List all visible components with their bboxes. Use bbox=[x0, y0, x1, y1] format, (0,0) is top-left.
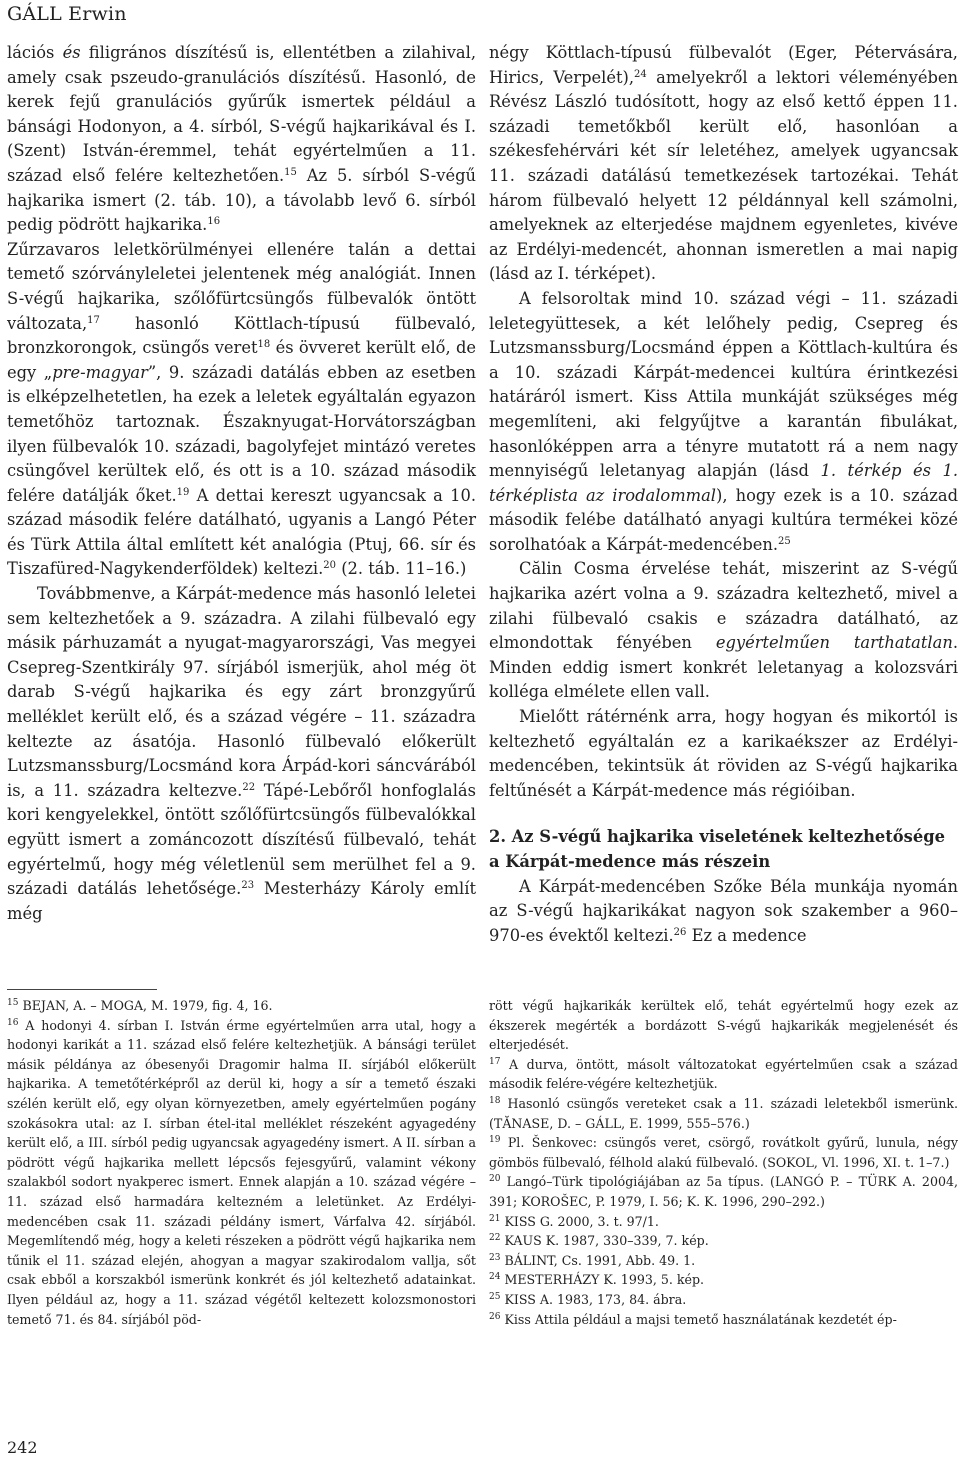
footnote: $^{22}$ KAUS K. 1987, 330–339, 7. kép. bbox=[489, 1233, 709, 1249]
body-paragraph: négy Köttlach-típusú fülbevalót (Eger, Pétervására, Hirics, Verpelét),$^{24}$ amelyekről a lektori véleményében Révész László tudósított, hogy az első kettő éppen 11. századi temetőkből került elő, hasonlóan a székesfehérvári két sír leletéhez, amelyek ugyancsak 11. századi datálású temetkezések tartozékai. Tehát három fülbevaló helyett 12 példánnyal kell számolni, amelyeknek az elterjedése majdnem egyenletes, kivéve az Erdélyi-medencét, ahonnan ismeretlen a mai napig (lásd az I. térképet). bbox=[489, 43, 958, 284]
footnote: $^{21}$ KISS G. 2000, 3. t. 97/1. bbox=[489, 1213, 659, 1229]
footnotes-right bbox=[489, 996, 958, 1329]
running-head: GÁLL Erwin bbox=[7, 3, 127, 25]
footnote: $^{24}$ MESTERHÁZY K. 1993, 5. kép. bbox=[489, 1272, 705, 1288]
body-paragraph: Călin Cosma érvelése tehát, miszerint az S-végű hajkarika azért volna a 9. századra keltezhető, mivel a zilahi fülbevaló csakis e századra datálható, az elmondottak fényében egyértelműen tarthatatlan. Minden eddig ismert konkrét leletanyag a kolozsvári kolléga elmélete ellen vall. bbox=[489, 559, 958, 702]
body-paragraph: Mielőtt rátérnénk arra, hogy hogyan és mikortól is keltezhető egyáltalán ez a karikaékszer az Erdélyi-medencében, tekintsük át röviden az S-végű hajkarika feltűnését a Kárpát-medence más régióiban. bbox=[489, 707, 958, 800]
footnote: $^{19}$ Pl. Šenkovec: csüngős veret, csörgő, rovátkolt gyűrű, lunula, négy gömbös fülbevaló, félhold alakú fülbevaló. (SOKOL, Vl. 1996, XI. t. 1–7.) bbox=[489, 1135, 958, 1170]
footnote: $^{17}$ A durva, öntött, másolt változatokat egyértelműen csak a század második felére-végére keltezhetjük. bbox=[489, 1056, 958, 1092]
footnote: $^{16}$ A hodonyi 4. sírban I. István érme egyértelműen arra utal, hogy a hodonyi karikát a 11. század első felére keltezhetjük. A bánsági terület másik példánya az óbesenyői Dragomir halma II. sírjából előkerült hajkarika. A temetőtérképről az derül ki, hogy a sír a temető északi szélén került elő, egy olyan környezetben, amely egyértelműen pogány szokásokra utal: az I. sírban étel-ital melléklet részeként agyagedény került elő, a III. sírból pedig ugyancsak agyagedény ismert. A II. sírban a pödrött végű hajkarika mellett lépcsős fejesgyűrű, valamint vékony szalakból sodort nyakperec ismert. Ennek alapján a 10. század végére – 11. század első harmadára keltezném a leletünket. Az Erdélyi-medencében csak 11. századi példány ismert, Várfalva 42. sírjából. Megemlítendő még, hogy a keleti részeken a pödrött végű hajkarika nem tűnik el 11. század elején, ahogyan a magyar szakirodalom vallja, sőt csak ebből a korszakból ismerünk konkrét és jól keltezhető adatainkat. Ilyen például az, hogy a 11. század végétől keltezett kolozsmonostori temető 71. és 84. sírjából pöd- bbox=[7, 1017, 476, 1327]
body-paragraph: Továbbmenve, a Kárpát-medence más hasonló leletei sem keltezhetőek a 9. századra. A zilahi fülbevaló egy másik párhuzamát a nyugat-magyarországi, Vas megyei Csepreg-Szentkirály 97. sírjából ismerjük, ahol még öt darab S-végű hajkarika és egy zárt bronzgyűrű melléklet került elő, és a század végére – 11. századra keltezte az ásatója. Hasonló fülbevaló előkerült Lutzsmanssburg/Locsmánd kora Árpád-kori sáncvárából is, a 11. századra keltezve.$^{22}$ Tápé-Lebőről honfoglalás kori kengyelekkel, öntött szőlőfürtcsüngős fülbevalókkal együtt ismert a zománcozott díszítésű fülbevaló, tehát egyértelmű, hogy még véletlenül sem merülhet fel a 9. századi datálás lehetősége.$^{23}$ Mesterházy Károly említ még bbox=[7, 584, 476, 923]
footnote: $^{26}$ Kiss Attila például a majsi temető használatának kezdetét ép- bbox=[489, 1311, 897, 1327]
body-paragraph: lációs és filigrános díszítésű is, ellentétben a zilahival, amely csak pszeudo-granulációs díszítésű. Hasonló, de kerek fejű granulációs gyűrűk ismertek például a bánsági Hodonyon, a 4. sírból, S-végű hajkarikával és I. (Szent) István-éremmel, tehát egyértelműen a 11. század első felére keltezhetően.$^{15}$ Az 5. sírból S-végű hajkarika ismert (2. táb. 10), a távolabb levő 6. sírból pedig pödrött hajkarika.$^{16}$ bbox=[7, 43, 476, 235]
page-number: 242 bbox=[7, 1438, 38, 1457]
body-column-left bbox=[7, 41, 476, 926]
section-heading: 2. Az S-végű hajkarika viseletének keltezhetősége a Kárpát-medence más részein bbox=[489, 827, 945, 871]
footnote: $^{15}$ BEJAN, A. – MOGA, M. 1979, fig. 4, 16. bbox=[7, 998, 273, 1013]
body-paragraph: A Kárpát-medencében Szőke Béla munkája nyomán az S-végű hajkarikákat nagyon sok szakember a 960–970-es évektől keltezi.$^{26}$ Ez a medence bbox=[489, 876, 958, 945]
footnote: $^{18}$ Hasonló csüngős vereteket csak a 11. századi leletekből ismerünk. (TĂNASE, D. – GÁLL, E. 1999, 555–576.) bbox=[489, 1095, 958, 1131]
footnote-rule bbox=[7, 989, 157, 990]
footnote: $^{25}$ KISS A. 1983, 173, 84. ábra. bbox=[489, 1291, 687, 1307]
body-paragraph: A felsoroltak mind 10. század végi – 11. századi leletegyüttesek, a két lelőhely pedig, Csepreg és Lutzsmanssburg/Locsmánd éppen a Köttlach-kultúra és a 10. századi Kárpát-medencei kultúra érintkezési határáról ismert. Kiss Attila munkáját szükséges még megemlíteni, aki felgyűjtve a karantán fibulákat, hasonlóképpen arra a tényre mutatott rá a nem nagy mennyiségű leletanyag alapján (lásd 1. térkép és 1. térképlista az irodalommal), hogy ezek is a 10. század második felébe datálható anyagi kultúra termékei közé sorolhatóak a Kárpát-medencében.$^{25}$ bbox=[489, 288, 958, 554]
body-column-right bbox=[489, 41, 958, 948]
footnote: $^{23}$ BÁLINT, Cs. 1991, Abb. 49. 1. bbox=[489, 1252, 696, 1268]
footnotes-left bbox=[7, 996, 476, 1329]
footnote: rött végű hajkarikák kerültek elő, tehát egyértelmű hogy ezek az ékszerek megérték a bordázott S-végű hajkarikák megjelenését és elterjedését. bbox=[489, 998, 958, 1053]
footnote: $^{20}$ Langó–Türk tipológiájában az 5a típus. (LANGÓ P. – TÜRK A. 2004, 391; KOROŠEC, P. 1979, I. 56; K. K. 1996, 290–292.) bbox=[489, 1174, 958, 1209]
body-paragraph: Zűrzavaros leletkörülményei ellenére talán a dettai temető szórványleletei jelentenek még analógiát. Innen S-végű hajkarika, szőlőfürtcsüngős fülbevalók öntött változata,$^{17}$ hasonló Köttlach-típusú fülbevaló, bronzkorongok, csüngős veret$^{18}$ és övveret került elő, de egy „pre-magyar”, 9. századi datálás ebben az esetben is elképzelhetetlen, ha ezek a leletek egyáltalán egyazon temetőhöz tartoznak. Északnyugat-Horvátországban ilyen fülbevalók 10. századi, bagolyfejet mintázó veretes csüngővel kerültek elő, és ott is a 10. század második felére datálják őket.$^{19}$ A dettai kereszt ugyancsak a 10. század második felére datálható, ugyanis a Langó Péter és Türk Attila által említett két analógia (Ptuj, 66. sír és Tiszafüred-Nagykenderföldek) keltezi.$^{20}$ (2. táb. 11–16.) bbox=[7, 239, 477, 579]
